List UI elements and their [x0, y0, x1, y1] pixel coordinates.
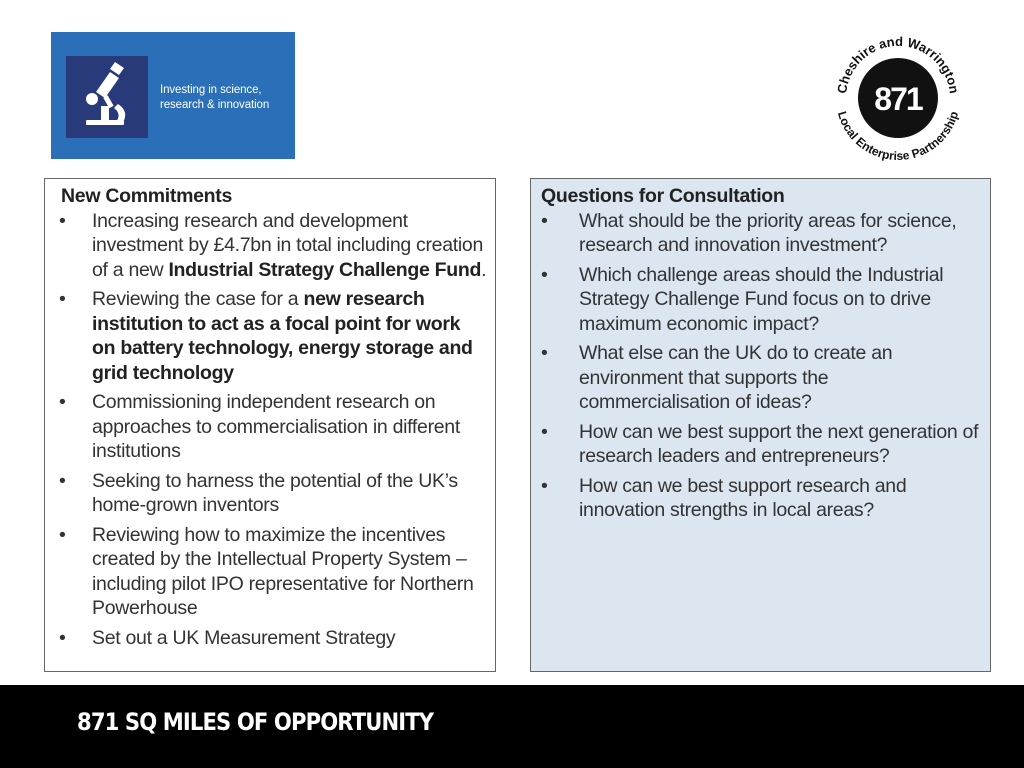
item-text: Which challenge areas should the Industrial Strategy Challenge Fund focus on to drive maximum economic impact?	[579, 263, 944, 335]
bullet: •	[541, 420, 548, 443]
item-text: Reviewing how to maximize the incentives created by the Intellectual Property System – including pilot IPO representative for Northern Powerhouse	[92, 523, 474, 619]
bullet: •	[59, 523, 66, 546]
consultation-questions-panel	[530, 178, 991, 672]
bullet: •	[59, 469, 66, 492]
consultation-questions-list	[531, 209, 990, 523]
new-commitments-panel	[44, 178, 496, 672]
bullet: •	[59, 391, 66, 413]
consultation-questions-title: Questions for Consultation	[541, 185, 785, 207]
lep-logo-arc-bottom: Local Enterprise Partnership	[834, 109, 962, 164]
list-item	[45, 209, 495, 283]
bullet: •	[541, 474, 548, 497]
footer-tagline: 871 SQ MILES OF OPPORTUNITY	[77, 708, 434, 736]
badge-caption	[160, 83, 290, 113]
list-item	[45, 390, 495, 464]
list-item	[531, 474, 990, 523]
new-commitments-list	[45, 209, 495, 651]
science-badge	[51, 32, 295, 159]
item-text: Seeking to harness the potential of the UK’s home-grown inventors	[92, 469, 458, 516]
bullet: •	[59, 288, 66, 310]
item-bold: Industrial Strategy Challenge Fund	[168, 258, 482, 281]
bullet: •	[541, 209, 548, 232]
item-text: Commissioning independent research on approaches to commercialisation in different institutions	[92, 391, 460, 462]
item-suffix: .	[481, 258, 487, 281]
item-text: How can we best support research and innovation strengths in local areas?	[579, 474, 907, 521]
list-item	[45, 626, 495, 651]
list-item	[531, 420, 990, 469]
lep-logo-arc-top: Cheshire and Warrington	[834, 33, 962, 95]
list-item	[45, 287, 495, 385]
list-item	[531, 209, 990, 258]
list-item	[45, 523, 495, 621]
item-text: How can we best support the next generation of research leaders and entrepreneurs?	[579, 420, 979, 467]
item-text: What should be the priority areas for science, research and innovation investment?	[579, 209, 957, 256]
bullet: •	[541, 342, 548, 364]
list-item	[531, 263, 990, 337]
list-item	[45, 469, 495, 518]
bullet: •	[59, 209, 66, 232]
lep-logo-number: 871	[874, 81, 922, 117]
badge-caption-line2: research & innovation	[160, 99, 270, 111]
item-text: Set out a UK Measurement Strategy	[92, 626, 396, 649]
bullet: •	[541, 263, 548, 286]
item-text: What else can the UK do to create an environment that supports the commercialisation of ideas?	[579, 342, 893, 413]
footer-bar	[0, 685, 1024, 768]
item-text: Reviewing the case for a	[92, 288, 304, 310]
item-text: Increasing research and development investment by £4.7bn in total including creation of a new	[92, 209, 484, 281]
bullet: •	[59, 626, 66, 649]
new-commitments-title: New Commitments	[61, 185, 233, 207]
item-bold: new research institution to act as a focal point for work on battery technology, energy storage and grid technology	[92, 288, 473, 384]
list-item	[531, 341, 990, 415]
badge-caption-line1: Investing in science,	[160, 84, 262, 96]
microscope-icon	[66, 56, 148, 138]
lep-logo	[828, 28, 968, 168]
